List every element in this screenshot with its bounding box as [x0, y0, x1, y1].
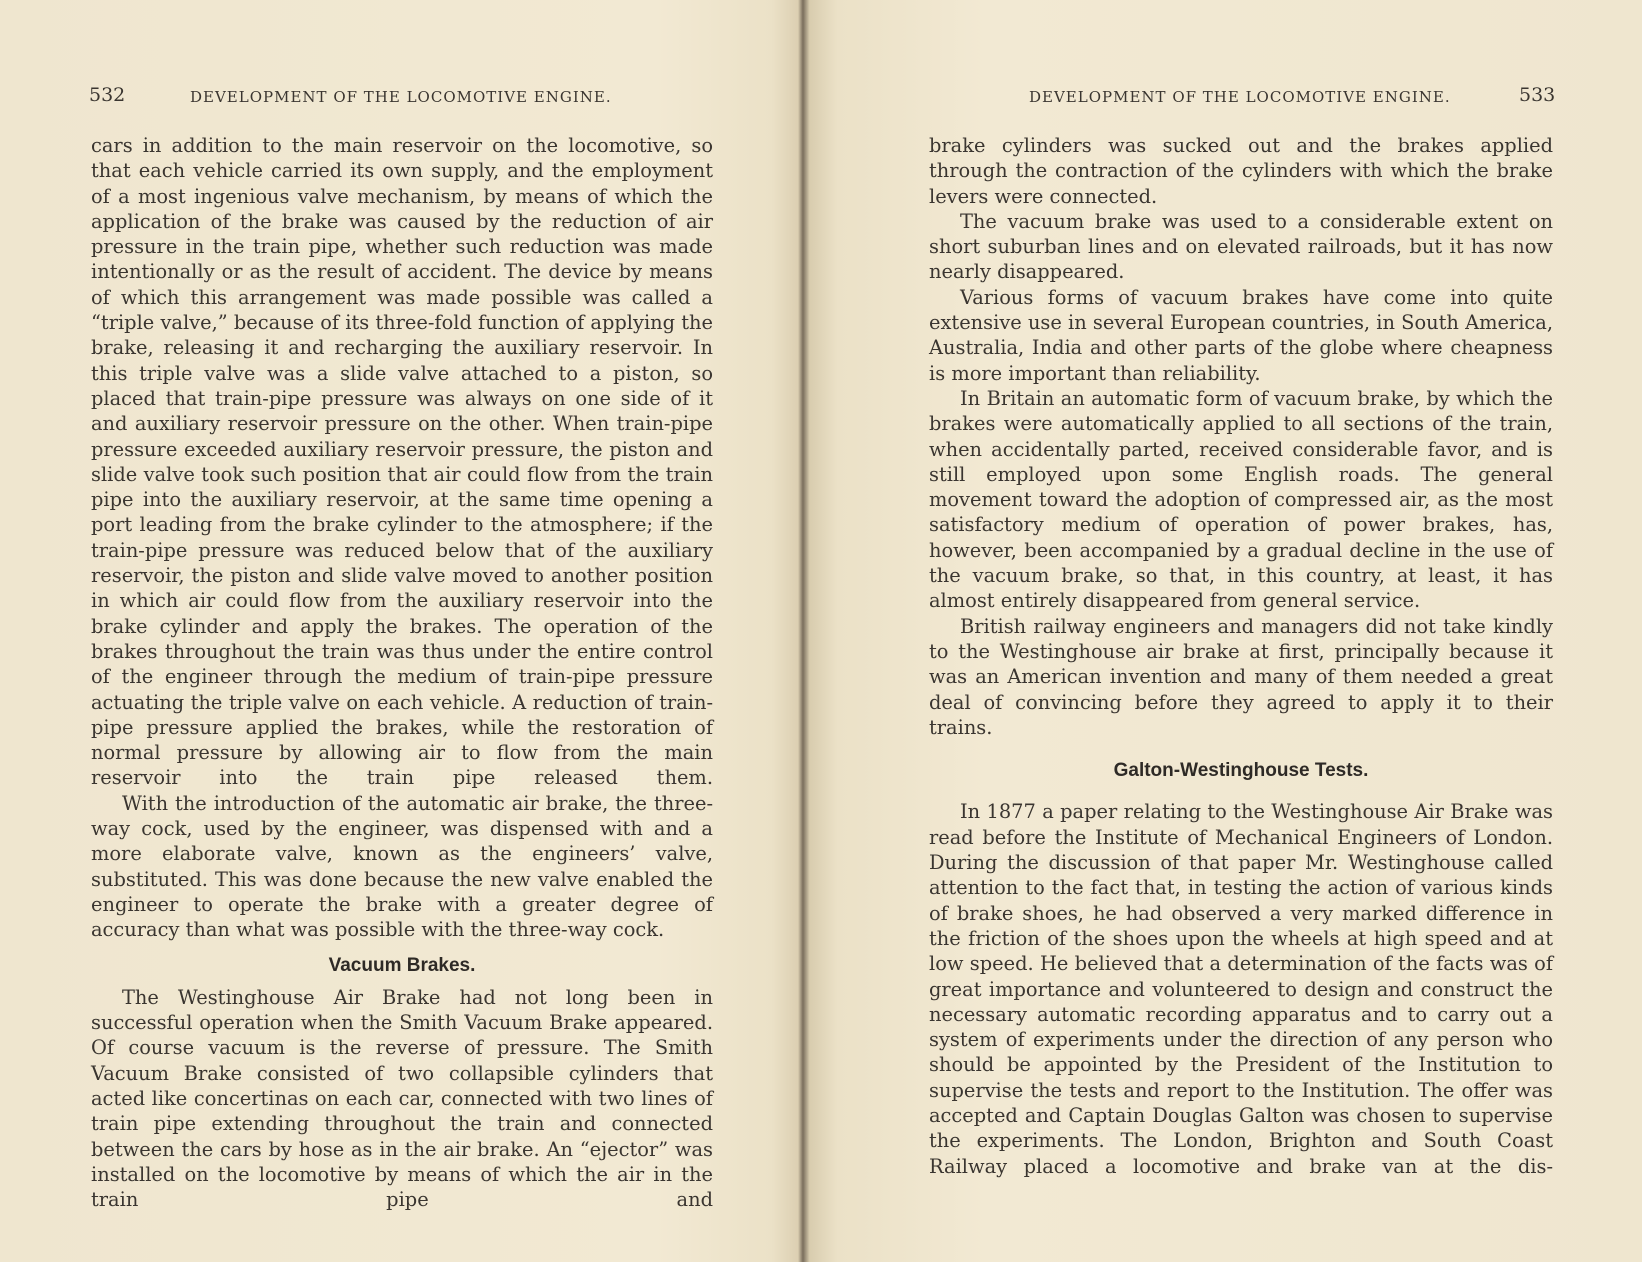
paragraph: The vacuum brake was used to a considerable extent on short suburban lines and on elevated railroads, but it has now nearly disappeared. — [929, 209, 1553, 284]
page-number: 533 — [1519, 84, 1556, 106]
running-head: DEVELOPMENT OF THE LOCOMOTIVE ENGINE. — [1029, 88, 1451, 106]
paragraph: brake cylinders was sucked out and the brakes applied through the contraction of the cylinders with which the brake levers were connected. — [929, 134, 1553, 208]
left-page — [0, 0, 815, 1262]
section-heading: Vacuum Brakes. — [328, 954, 476, 976]
paragraph: British railway engineers and managers did not take kindly to the Westinghouse air brake at first, principally because it was an American invention and many of them needed a great deal of convincing before they agreed to apply it to their trains. — [929, 614, 1553, 739]
page-number: 532 — [89, 84, 126, 106]
running-head: DEVELOPMENT OF THE LOCOMOTIVE ENGINE. — [190, 88, 612, 106]
paragraph: The Westinghouse Air Brake had not long been in successful operation when the Smith Vacuum Brake appeared. Of course vacuum is the reverse of pressure. The Smith Vacuum Brake consisted of two collapsible cylinders that acted like concertinas on each car, connected with two lines of train pipe extending throughout the train and connected between the cars by hose as in the air brake. An “ejector” was installed on the locomotive by means of which the air in the train pipe and — [91, 985, 713, 1212]
right-page — [825, 0, 1642, 1262]
paragraph: Various forms of vacuum brakes have come into quite extensive use in several European countries, in South America, Australia, India and other parts of the globe where cheapness is more important than reliability. — [929, 285, 1553, 385]
section-heading: Galton-Westinghouse Tests. — [1113, 760, 1369, 782]
paragraph: cars in addition to the main reservoir on the locomotive, so that each vehicle carried its own supply, and the employment of a most ingenious valve mechanism, by means of which the application of the brake was caused by the reduction of air pressure in the train pipe, whether such reduction was made intentionally or as the result of accident. The device by means of which this arrangement was made possible was called a “triple valve,” because of its three-fold function of applying the brake, releasing it and recharging the auxiliary reservoir. In this triple valve was a slide valve attached to a piston, so placed that train-pipe pressure was always on one side of it and auxiliary reservoir pressure on the other. When train-pipe pressure exceeded auxiliary reservoir pressure, the piston and slide valve took such position that air could flow from the train pipe into the auxiliary reservoir, at the same time opening a port leading from the brake cylinder to the atmosphere; if the train-pipe pressure was reduced below that of the auxiliary reservoir, the piston and slide valve moved to another position in which air could flow from the auxiliary reservoir into the brake cylinder and apply the brakes. The operation of the brakes throughout the train was thus under the entire control of the engineer through the medium of train-pipe pressure actuating the triple valve on each vehicle. A reduction of train-pipe pressure applied the brakes, while the restoration of normal pressure by allowing air to flow from the main reservoir into the train pipe released them. — [91, 134, 713, 790]
paragraph: With the introduction of the automatic air brake, the three-way cock, used by the engineer, was dispensed with and a more elaborate valve, known as the engineers’ valve, substituted. This was done because the new valve enabled the engineer to operate the brake with a greater degree of accuracy than what was possible with the three-way cock. — [91, 791, 713, 942]
left-page-body — [91, 133, 713, 1212]
right-page-body — [929, 133, 1553, 1179]
paragraph: In Britain an automatic form of vacuum brake, by which the brakes were automatically applied to all sections of the train, when accidentally parted, received considerable favor, and is still employed upon some English roads. The general movement toward the adoption of compressed air, as the most satisfactory medium of operation of power brakes, has, however, been accompanied by a gradual decline in the use of the vacuum brake, so that, in this country, at least, it has almost entirely disappeared from general service. — [929, 386, 1553, 613]
paragraph: In 1877 a paper relating to the Westinghouse Air Brake was read before the Institute of Mechanical Engineers of London. During the discussion of that paper Mr. Westinghouse called attention to the fact that, in testing the action of various kinds of brake shoes, he had observed a very marked difference in the friction of the shoes upon the wheels at high speed and at low speed. He believed that a determination of the facts was of great importance and volunteered to design and construct the necessary automatic recording apparatus and to carry out a system of experiments under the direction of any person who should be appointed by the President of the Institution to supervise the tests and report to the Institution. The offer was accepted and Captain Douglas Galton was chosen to supervise the experiments. The London, Brighton and South Coast Railway placed a locomotive and brake van at the dis- — [929, 800, 1553, 1178]
